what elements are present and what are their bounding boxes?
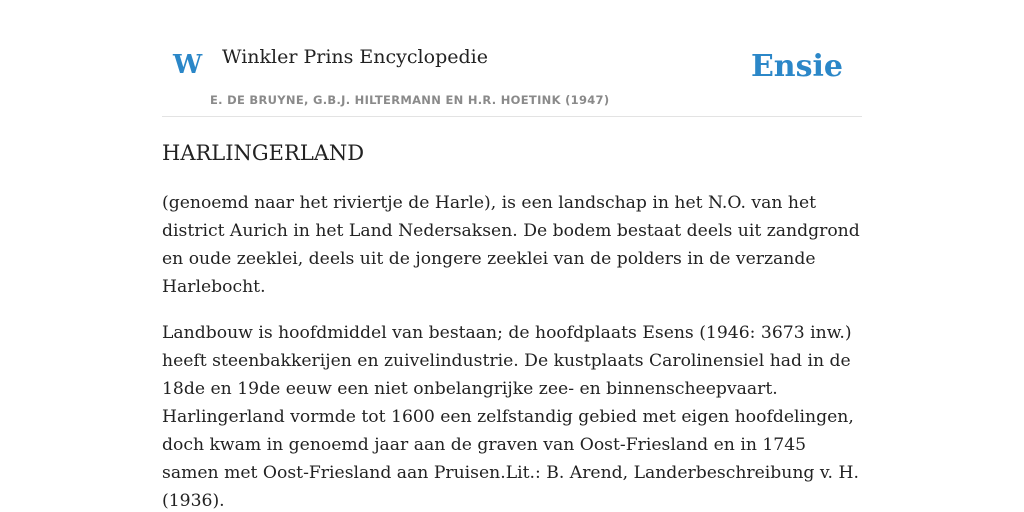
article-title: HARLINGERLAND xyxy=(162,141,365,165)
article xyxy=(162,140,862,512)
authors-line: E. DE BRUYNE, G.B.J. HILTERMANN EN H.R. HOETINK (1947) xyxy=(210,93,610,107)
site-header xyxy=(162,0,862,117)
site-title[interactable]: Winkler Prins Encyclopedie xyxy=(222,46,488,68)
ensie-logo[interactable]: Ensie xyxy=(750,49,843,84)
article-paragraph-1: (genoemd naar het riviertje de Harle), is een landschap in het N.O. van het district Aurich in het Land Nedersaksen. De bodem bestaat deels uit zandgrond en oude zeeklei, deels uit de jongere zeeklei van de polders in de verzande Harlebocht. xyxy=(162,193,860,298)
wp-logo-icon[interactable]: W xyxy=(173,50,203,80)
article-paragraph-2: Landbouw is hoofdmiddel van bestaan; de hoofdplaats Esens (1946: 3673 inw.) heeft steenbakkerijen en zuivelindustrie. De kustplaats Carolinensiel had in de 18de en 19de eeuw een niet onbelangrijke zee- en binnenscheepvaart. Harlingerland vormde tot 1600 een zelfstandig gebied met eigen hoofdelingen, doch kwam in genoemd jaar aan de graven van Oost-Friesland en in 1745 samen met Oost-Friesland aan Pruisen.Lit.: B. Arend, Landerbeschreibung v. H. (1936). xyxy=(162,323,859,512)
